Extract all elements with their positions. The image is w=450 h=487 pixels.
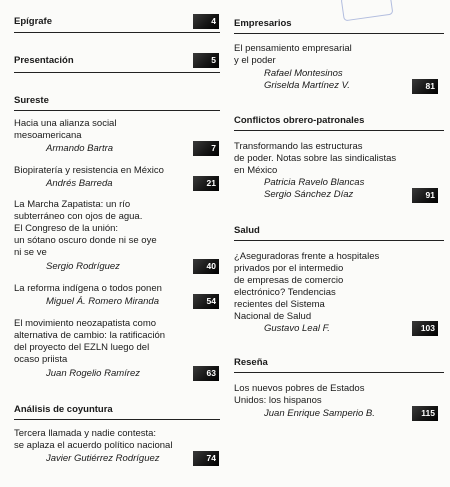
- section-salud-heading: Salud: [234, 225, 260, 236]
- page-number-badge: 103: [412, 321, 438, 336]
- toc-entry-title: Transformando las estructuras de poder. Notas sobre las sindicalistas en México: [234, 141, 397, 176]
- page-number-badge: 74: [193, 451, 219, 466]
- page-number-badge: 81: [412, 79, 438, 94]
- section-empresarios-heading: Empresarios: [234, 18, 292, 29]
- toc-entry-title: El pensamiento empresarial y el poder: [234, 43, 352, 66]
- toc-entry-author: Armando Bartra: [46, 143, 114, 154]
- toc-entry-author: Juan Enrique Samperio B.: [264, 408, 375, 419]
- page-number-badge: 40: [193, 259, 219, 274]
- page-number-badge: 4: [193, 14, 219, 29]
- section-divider: [234, 130, 444, 131]
- ink-stamp-mark: [341, 0, 394, 21]
- toc-entry-title: Los nuevos pobres de Estados Unidos: los hispanos: [234, 383, 365, 406]
- toc-entry-author: Andrés Barreda: [46, 178, 113, 189]
- section-resena-heading: Reseña: [234, 357, 268, 368]
- section-divider: [14, 32, 220, 33]
- toc-entry-title: ¿Aseguradoras frente a hospitales privados por el intermedio de empresas de comercio electrónico? Tendencias recientes del Sistema Nacional de Salud: [234, 251, 380, 322]
- section-divider: [14, 72, 220, 73]
- section-epigrafe-heading: Epígrafe: [14, 16, 53, 27]
- toc-entry-title: La Marcha Zapatista: un río subterráneo con ojos de agua. El Congreso de la unión: un sótano oscuro donde ni se oye ni se ve: [14, 199, 157, 258]
- page-number-badge: 7: [193, 141, 219, 156]
- section-divider: [234, 240, 444, 241]
- section-divider: [234, 33, 444, 34]
- toc-entry-author: Gustavo Leal F.: [264, 323, 330, 334]
- section-divider: [14, 110, 220, 111]
- toc-entry-title: Biopiratería y resistencia en México: [14, 165, 164, 176]
- toc-entry-author: Sergio Rodríguez: [46, 261, 120, 272]
- toc-entry-title: La reforma indígena o todos ponen: [14, 283, 162, 294]
- page-number-badge: 115: [412, 406, 438, 421]
- page-number-badge: 54: [193, 294, 219, 309]
- toc-entry-title: El movimiento neozapatista como alternativa de cambio: la ratificación del proyecto del EZLN luego del ocaso priista: [14, 318, 166, 365]
- toc-entry-author: Juan Rogelio Ramírez: [46, 368, 140, 379]
- page-number-badge: 63: [193, 366, 219, 381]
- page-number-badge: 21: [193, 176, 219, 191]
- toc-entry-title: Tercera llamada y nadie contesta: se aplaza el acuerdo político nacional: [14, 428, 173, 451]
- section-analisis-heading: Análisis de coyuntura: [14, 404, 113, 415]
- toc-entry-title: Hacia una alianza social mesoamericana: [14, 118, 117, 141]
- section-divider: [234, 372, 444, 373]
- section-sureste-heading: Sureste: [14, 95, 49, 106]
- toc-entry-author: Javier Gutiérrez Rodríguez: [46, 453, 160, 464]
- section-conflictos-heading: Conflictos obrero-patronales: [234, 115, 365, 126]
- toc-entry-author: Patricia Ravelo Blancas Sergio Sánchez Díaz: [264, 177, 365, 200]
- section-presentacion-heading: Presentación: [14, 55, 74, 66]
- page-number-badge: 91: [412, 188, 438, 203]
- page-number-badge: 5: [193, 53, 219, 68]
- section-divider: [14, 419, 220, 420]
- toc-entry-author: Miguel Á. Romero Miranda: [46, 296, 159, 307]
- toc-entry-author: Rafael Montesinos Griselda Martínez V.: [264, 68, 350, 91]
